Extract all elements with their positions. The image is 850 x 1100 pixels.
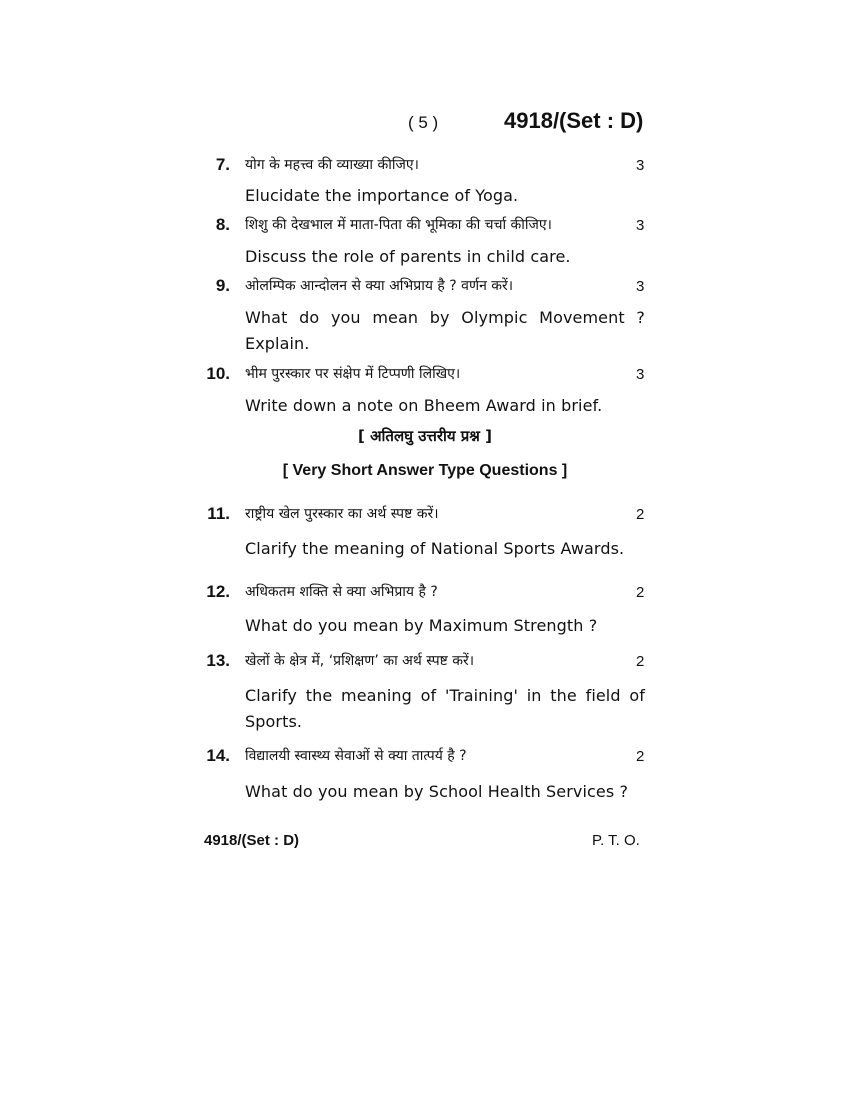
question-marks: 3 — [636, 217, 645, 234]
question-number: 10. — [206, 364, 230, 383]
question-hindi: ओलम्पिक आन्दोलन से क्या अभिप्राय है ? वर्णन करें। — [245, 278, 514, 294]
question-marks: 2 — [636, 506, 645, 523]
question-marks: 2 — [636, 584, 645, 601]
question-hindi: योग के महत्त्व की व्याख्या कीजिए। — [245, 157, 419, 173]
question-marks: 3 — [636, 157, 645, 174]
question-marks: 3 — [636, 278, 645, 295]
question-english: Elucidate the importance of Yoga. — [245, 186, 519, 205]
set-code-header: 4918/(Set : D) — [504, 108, 644, 133]
question-hindi: शिशु की देखभाल में माता-पिता की भूमिका की चर्चा कीजिए। — [245, 217, 552, 233]
question-number: 8. — [215, 215, 230, 234]
question-english: What do you mean by School Health Services ? — [245, 782, 629, 801]
question-hindi: अधिकतम शक्ति से क्या अभिप्राय है ? — [245, 584, 438, 600]
question-english: What do you mean by Olympic Movement ? Explain. — [245, 308, 645, 353]
page-number: ( 5 ) — [408, 113, 439, 132]
question-english: Clarify the meaning of National Sports Awards. — [245, 539, 625, 558]
question-number: 11. — [207, 504, 230, 523]
question-number: 9. — [215, 276, 230, 295]
footer-set-code: 4918/(Set : D) — [204, 832, 300, 849]
question-english: Discuss the role of parents in child care. — [245, 247, 571, 266]
question-hindi: राष्ट्रीय खेल पुरस्कार का अर्थ स्पष्ट करें। — [245, 506, 439, 522]
question-number: 13. — [206, 651, 230, 670]
question-hindi: विद्यालयी स्वास्थ्य सेवाओं से क्या तात्पर्य है ? — [245, 748, 467, 764]
question-hindi: खेलों के क्षेत्र में, ‘प्रशिक्षण’ का अर्थ स्पष्ट करें। — [245, 653, 475, 669]
question-english: Write down a note on Bheem Award in brief. — [245, 396, 603, 415]
question-marks: 3 — [636, 366, 645, 383]
question-marks: 2 — [636, 653, 645, 670]
question-number: 12. — [206, 582, 230, 601]
question-english: What do you mean by Maximum Strength ? — [245, 616, 598, 635]
section-heading-hindi: [ अतिलघु उत्तरीय प्रश्न ] — [358, 427, 492, 445]
footer-pto: P. T. O. — [592, 832, 640, 849]
question-number: 14. — [206, 746, 230, 765]
question-number: 7. — [215, 155, 230, 174]
question-marks: 2 — [636, 748, 645, 765]
question-english: Clarify the meaning of 'Training' in the field of Sports. — [245, 686, 645, 731]
question-hindi: भीम पुरस्कार पर संक्षेप में टिप्पणी लिखिए। — [245, 366, 461, 382]
section-heading-english: [ Very Short Answer Type Questions ] — [282, 462, 568, 479]
